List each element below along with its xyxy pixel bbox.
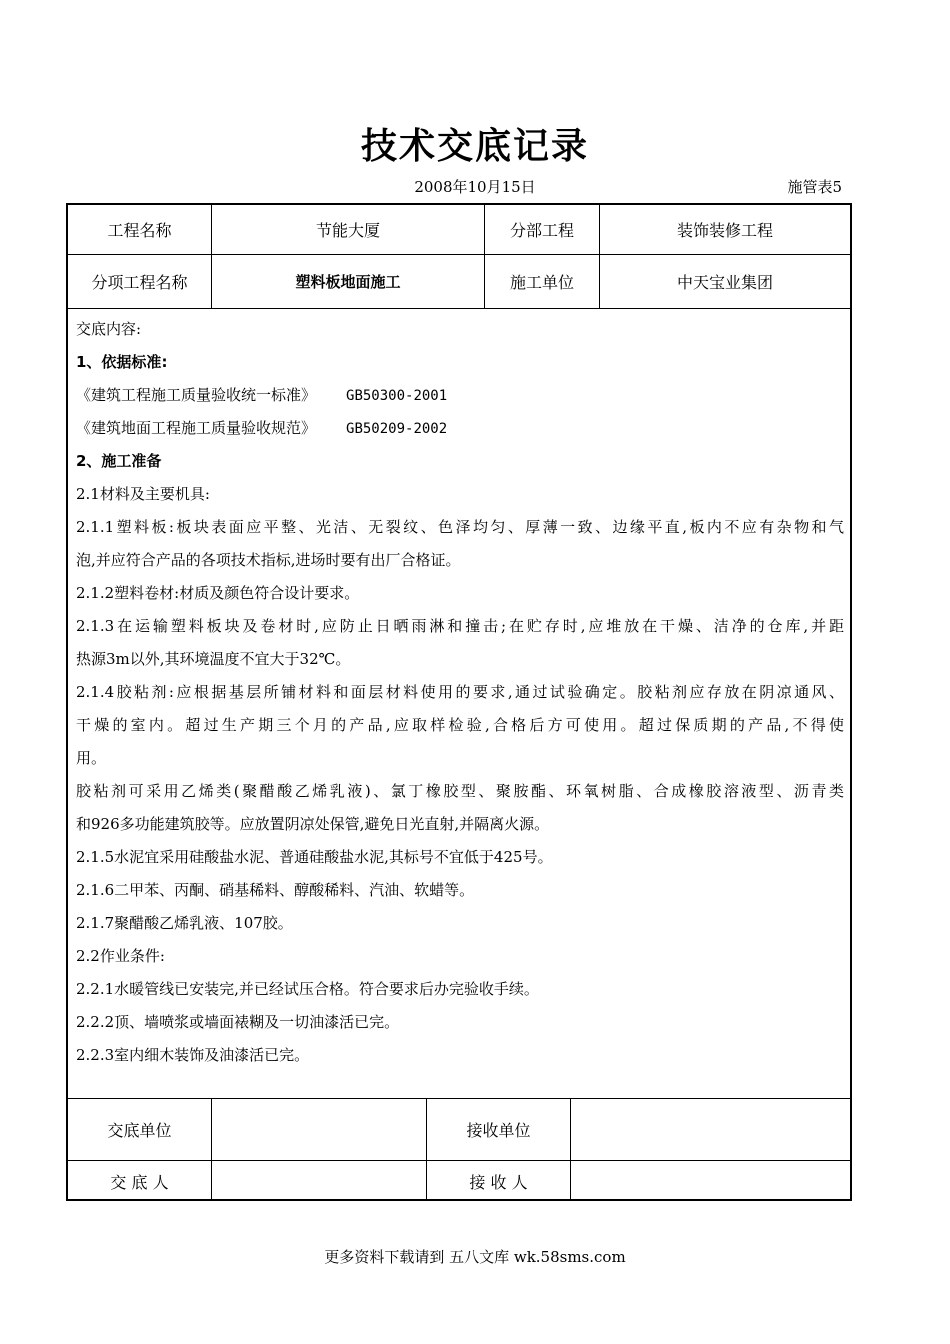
receiver-label: 接 收 人 <box>469 1172 528 1192</box>
document-title: 技术交底记录 <box>360 126 589 167</box>
division-value: 装饰装修工程 <box>676 221 773 240</box>
content-line: 2.1.1塑料板:板块表面应平整、光洁、无裂纹、色泽均匀、厚薄一致、边缘平直,板内不应有杂物和气 <box>76 518 844 536</box>
form-number: 施管表5 <box>787 178 842 196</box>
content-line: 2.1.6二甲苯、丙酮、硝基稀料、醇酸稀料、汽油、软蜡等。 <box>76 881 475 899</box>
issuer-unit-field[interactable] <box>212 1099 426 1160</box>
content-line: 泡,并应符合产品的各项技术指标,进场时要有出厂合格证。 <box>76 551 461 569</box>
standard-line <box>76 412 844 445</box>
row-divider <box>68 308 850 309</box>
contractor-label: 施工单位 <box>509 273 574 292</box>
issuer-label: 交 底 人 <box>110 1172 169 1192</box>
content-line: 胶粘剂可采用乙烯类(聚醋酸乙烯乳液)、氯丁橡胶型、聚胺酯、环氧树脂、合成橡胶溶液型、沥青类 <box>76 782 844 800</box>
content-line: 热源3m以外,其环境温度不宜大于32℃。 <box>76 650 351 668</box>
content-line: 2.1材料及主要机具: <box>76 485 210 503</box>
content-line: 用。 <box>76 749 107 767</box>
footer-note[interactable]: 更多资料下载请到 五八文库 wk.58sms.com <box>324 1248 626 1266</box>
standard-code: GB50300-2001 <box>346 388 448 404</box>
briefing-content <box>76 313 844 1072</box>
standard-name: 《建筑地面工程施工质量验收规范》 <box>76 419 317 437</box>
content-line: 2.2.2顶、墙喷浆或墙面裱糊及一切油漆活已完。 <box>76 1013 400 1031</box>
content-line: 2.1.2塑料卷材:材质及颜色符合设计要求。 <box>76 584 360 602</box>
content-line: 2.2.1水暖管线已安装完,并已经试压合格。符合要求后办完验收手续。 <box>76 980 539 998</box>
division-label: 分部工程 <box>509 221 574 240</box>
issuer-field[interactable] <box>212 1161 426 1201</box>
subitem-value: 塑料板地面施工 <box>295 273 401 291</box>
subitem-label: 分项工程名称 <box>91 273 188 292</box>
content-line: 2.1.7聚醋酸乙烯乳液、107胶。 <box>76 914 293 932</box>
contractor-value: 中天宝业集团 <box>676 273 773 292</box>
content-line: 2.2作业条件: <box>76 947 165 965</box>
record-date: 2008年10月15日 <box>414 178 536 196</box>
section-heading: 1、依据标准: <box>76 353 168 371</box>
content-line: 2.1.5水泥宜采用硅酸盐水泥、普通硅酸盐水泥,其标号不宜低于425号。 <box>76 848 553 866</box>
content-line: 2.1.4胶粘剂:应根据基层所铺材料和面层材料使用的要求,通过试验确定。胶粘剂应存放在阴凉通风、 <box>76 683 844 701</box>
section-heading: 2、施工准备 <box>76 452 162 470</box>
content-line: 干燥的室内。超过生产期三个月的产品,应取样检验,合格后方可使用。超过保质期的产品,不得使 <box>76 716 844 734</box>
content-line: 2.2.3室内细木装饰及油漆活已完。 <box>76 1046 310 1064</box>
standard-line <box>76 379 844 412</box>
record-table <box>66 203 852 1201</box>
receiver-unit-label: 接收单位 <box>466 1121 531 1140</box>
receiver-field[interactable] <box>571 1161 850 1201</box>
content-intro: 交底内容: <box>76 320 142 338</box>
issuer-unit-label: 交底单位 <box>107 1121 172 1140</box>
standard-code: GB50209-2002 <box>346 421 448 437</box>
project-name-value: 节能大厦 <box>315 221 380 240</box>
project-name-label: 工程名称 <box>107 221 172 240</box>
content-line: 和926多功能建筑胶等。应放置阴凉处保管,避免日光直射,并隔离火源。 <box>76 815 550 833</box>
receiver-unit-field[interactable] <box>571 1099 850 1160</box>
content-line: 2.1.3在运输塑料板块及卷材时,应防止日晒雨淋和撞击;在贮存时,应堆放在干燥、洁净的仓库,并距 <box>76 617 844 635</box>
standard-name: 《建筑工程施工质量验收统一标准》 <box>76 386 317 404</box>
